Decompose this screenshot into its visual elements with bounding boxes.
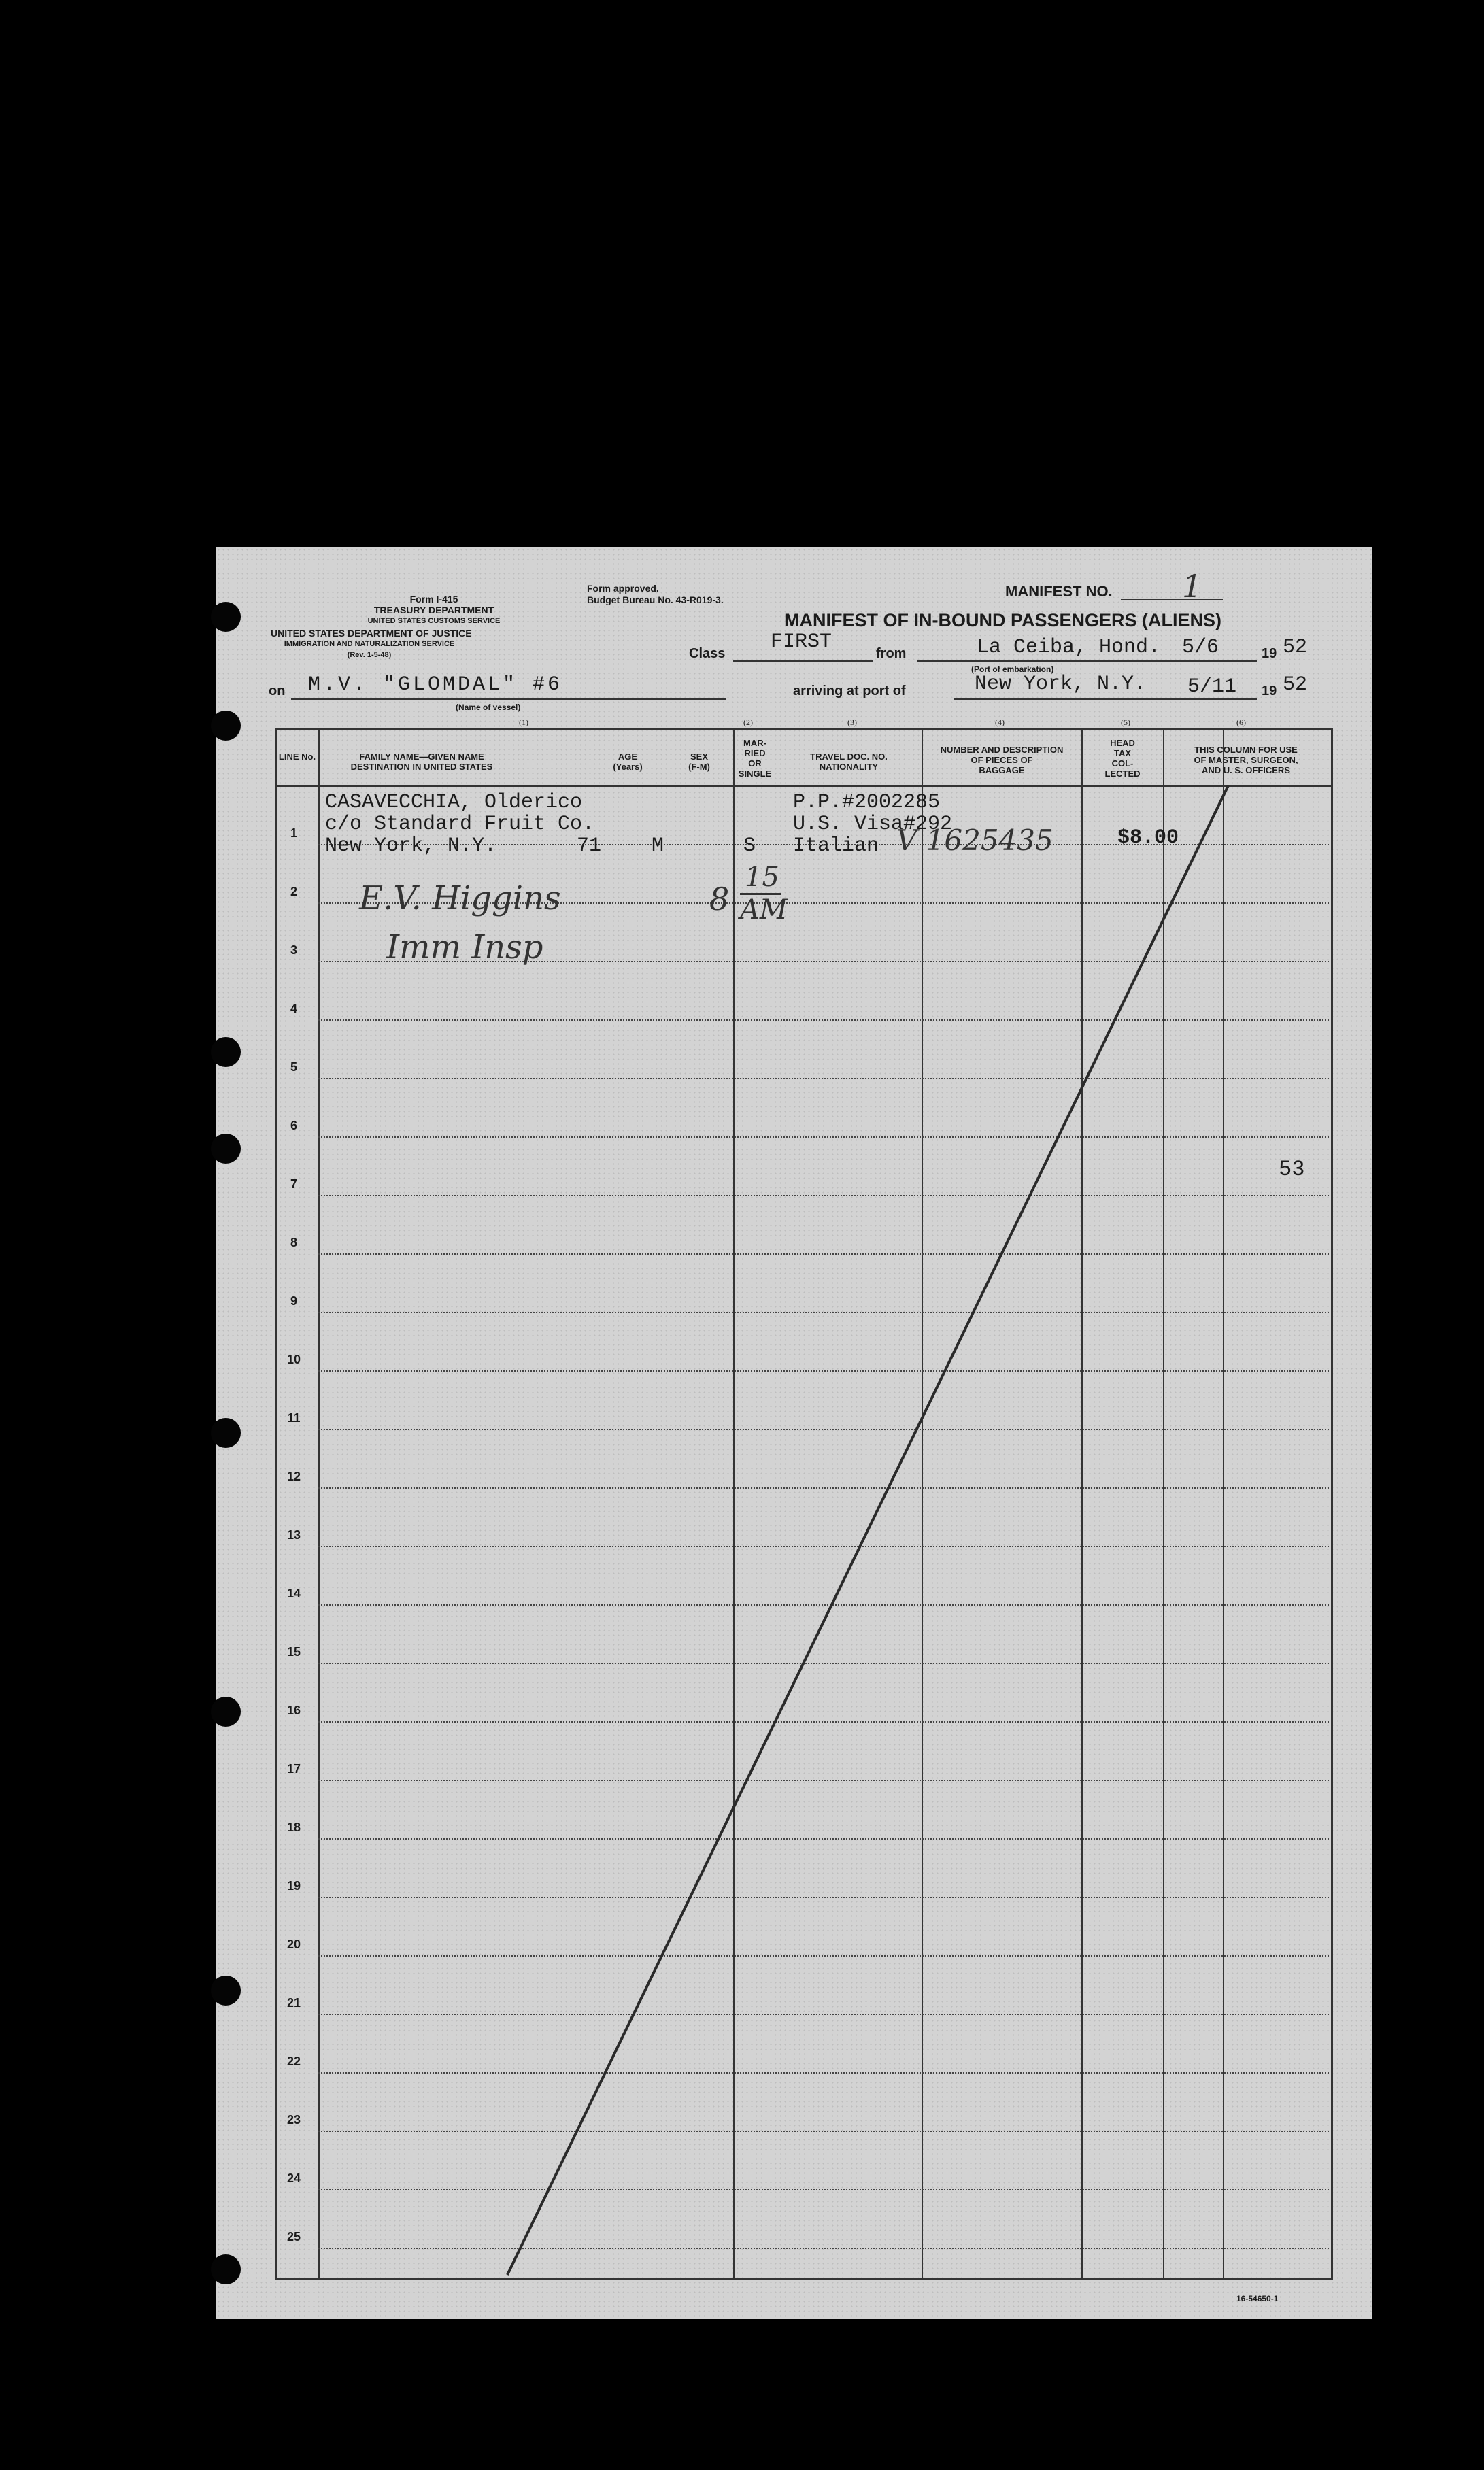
row-number: 22 [286,2054,301,2068]
header-married: MAR- RIED OR SINGLE [738,738,772,779]
row-number: 12 [286,1470,301,1483]
row-number: 7 [290,1177,297,1191]
row-number: 9 [290,1294,297,1308]
justice-department: UNITED STATES DEPARTMENT OF JUSTICE [271,628,472,639]
manifest-title: MANIFEST OF IN-BOUND PASSENGERS (ALIENS) [784,610,1222,630]
arrival-date: 5/11 [1187,675,1237,698]
col-number: (5) [1121,717,1130,727]
row-number: 10 [286,1353,301,1366]
row-number: 17 [286,1762,301,1776]
row-number: 1 [290,826,297,840]
row-number: 20 [286,1938,301,1951]
col-number: (6) [1236,717,1246,727]
header-head-tax: HEAD TAX COL- LECTED [1104,738,1141,779]
row-number: 11 [287,1411,301,1425]
head-tax: $8.00 [1117,826,1179,849]
col-number: (2) [743,717,753,727]
port-embark-caption: (Port of embarkation) [971,664,1054,674]
inspector-title: Imm Insp [386,928,543,966]
manifest-document [216,547,1372,2319]
form-number: Form I-415 [409,594,458,605]
passenger-destination: New York, N.Y. [325,834,497,858]
header-baggage: NUMBER AND DESCRIPTION OF PIECES OF BAGGAGE [940,745,1064,775]
manifest-no-label: MANIFEST NO. [1005,583,1113,600]
row-number: 23 [286,2113,301,2127]
footer-code: 16-54650-1 [1236,2294,1279,2303]
handwritten-count: 8 [709,881,730,917]
embark-year-prefix: 19 [1262,646,1277,661]
treasury-department: TREASURY DEPARTMENT [373,605,494,615]
passenger-sex: M [652,834,664,858]
row-number: 21 [286,1996,301,2010]
immigration-service: IMMIGRATION AND NATURALIZATION SERVICE [284,640,455,648]
passenger-address: c/o Standard Fruit Co. [325,813,595,836]
form-approved: Form approved. [587,583,659,594]
row-number: 18 [286,1821,301,1834]
on-label: on [269,683,286,698]
class-label: Class [689,646,726,661]
header-line-no: LINE No. [278,751,316,762]
row-number: 19 [286,1879,301,1893]
row-number: 4 [290,1002,297,1015]
arriving-label: arriving at port of [793,683,906,698]
port-of-embarkation: La Ceiba, Hond. [977,636,1161,659]
arrival-year: 52 [1283,673,1308,696]
passenger-marital: S [743,834,756,858]
handwritten-fraction-bottom: AM [740,894,788,926]
vessel-caption: (Name of vessel) [456,703,521,712]
embarkation-year: 52 [1283,636,1308,659]
col-number: (1) [519,717,528,727]
row-number: 8 [290,1236,297,1249]
nationality: Italian [793,834,879,858]
budget-bureau: Budget Bureau No. 43-R019-3. [587,594,724,605]
row-number: 25 [286,2230,301,2244]
class-value: FIRST [771,630,832,654]
vessel-name: M.V. "GLOMDAL" #6 [308,673,563,696]
header-age: AGE (Years) [613,751,643,772]
row-number: 15 [286,1645,301,1659]
side-number: 53 [1279,1157,1305,1182]
handwritten-fraction-top: 15 [745,862,779,893]
row-number: 3 [290,943,297,957]
visa-number: U.S. Visa#292 [793,813,953,836]
row-number: 16 [286,1704,301,1717]
passenger-name: CASAVECCHIA, Olderico [325,791,583,814]
cancellation-line [216,547,1372,2319]
row-number: 5 [290,1060,297,1074]
embarkation-date: 5/6 [1182,636,1219,659]
passport-number: P.P.#2002285 [793,791,941,814]
baggage-number: V 1625435 [896,824,1053,857]
arrival-port: New York, N.Y. [975,673,1147,696]
col-number: (3) [847,717,857,727]
inspector-signature: E.V. Higgins [359,879,561,917]
col-number: (4) [995,717,1005,727]
passenger-age: 71 [577,834,602,858]
from-label: from [876,646,907,661]
row-number: 6 [290,1119,297,1132]
customs-service: UNITED STATES CUSTOMS SERVICE [367,617,501,625]
row-number: 2 [290,885,297,898]
manifest-no-value: 1 [1182,568,1202,605]
arrival-year-prefix: 19 [1262,683,1277,698]
header-sex: SEX (F-M) [688,751,710,772]
row-number: 13 [286,1528,301,1542]
header-travel-doc: TRAVEL DOC. NO. NATIONALITY [810,751,888,772]
header-name: FAMILY NAME—GIVEN NAME DESTINATION IN UNITED STATES [350,751,493,772]
header-officers: THIS COLUMN FOR USE OF MASTER, SURGEON, AND U. S. OFFICERS [1194,745,1298,775]
row-number: 24 [286,2171,301,2185]
form-revision: (Rev. 1-5-48) [347,651,392,659]
row-number: 14 [286,1587,301,1600]
